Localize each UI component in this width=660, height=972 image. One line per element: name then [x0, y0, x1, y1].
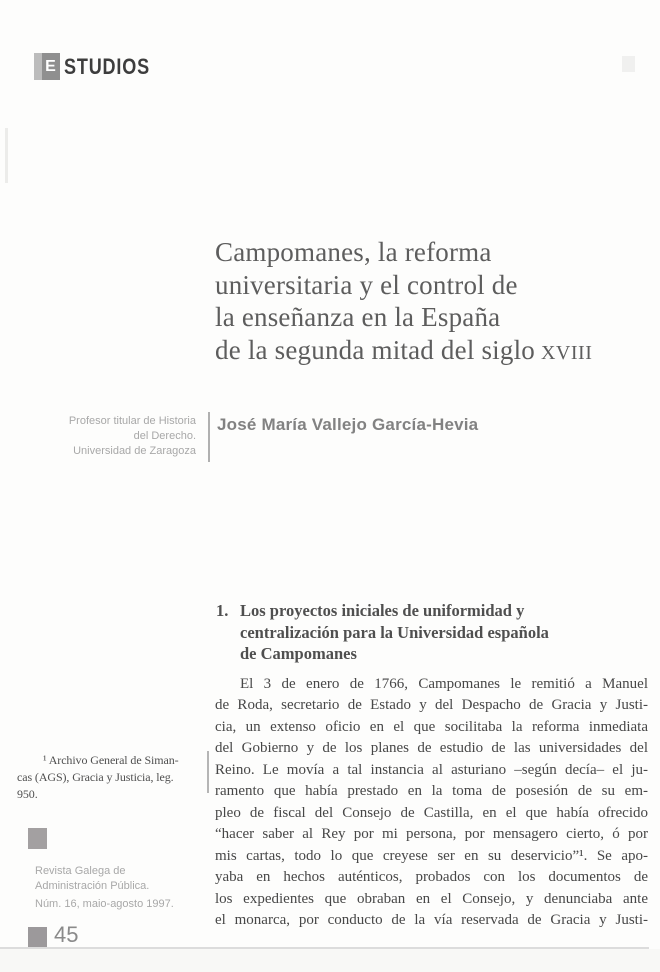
footnote-line: cas (AGS), Gracia y Justicia, leg.: [17, 769, 174, 784]
footnote-line: ¹ Archivo General de Siman-: [43, 753, 179, 767]
footnote-line: 950.: [17, 786, 38, 801]
journal-info: [35, 864, 174, 912]
body-line: de Roda, secretario de Estado y del Despacho de Gracia y Justi-: [215, 697, 648, 714]
body-line: yaba en hechos auténticos, probados con los documentos de: [215, 869, 648, 886]
estudios-initial-letter: E: [45, 57, 56, 75]
body-line: “hacer saber al Rey por mi persona, por mensagero cierto, ó por: [215, 826, 648, 843]
margin-footnote: [17, 752, 205, 802]
estudios-section-banner: [34, 53, 169, 80]
journal-info-line: Núm. 16, maio-agosto 1997.: [35, 898, 174, 910]
footnote-divider-rule: [207, 751, 209, 793]
journal-info-line: Revista Galega de: [35, 865, 126, 877]
body-line: mis cartas, todo lo que creyese ser en su deservicio”¹. Se apo-: [215, 847, 648, 864]
estudios-label: STUDIOS: [64, 53, 150, 79]
affiliation-line: Universidad de Zaragoza: [73, 445, 196, 458]
body-line: los expedientes que obraban en el Consejo, y denunciaba ante: [215, 890, 648, 907]
body-line: Reino. Le movía a tal instancia al asturiano –según decía– el ju-: [215, 761, 648, 778]
page-number: 45: [54, 922, 79, 947]
section-heading-line: de Campomanes: [240, 644, 357, 663]
body-line: del Gobierno y de los planes de estudio de las universidades del: [215, 740, 648, 757]
author-name: José María Vallejo García-Hevia: [217, 415, 479, 434]
body-line: ramento que había prestado en la toma de posesión de su em-: [215, 783, 648, 800]
title-last-line-text: de la segunda mitad del siglo: [215, 334, 535, 365]
title-line-last: [215, 334, 592, 370]
section-heading-line: Los proyectos iniciales de uniformidad y: [240, 601, 525, 620]
section-heading-text: [240, 600, 549, 665]
scan-artifact-corner-square: [622, 56, 635, 72]
estudios-initial-badge: [34, 53, 60, 80]
scan-margin-strip: [0, 949, 660, 972]
body-line: cia, un extenso oficio en el que socilitaba la reforma inmediata: [215, 718, 648, 735]
article-title-lines: [215, 236, 592, 334]
section-heading: [216, 600, 549, 665]
journal-info-line: Administración Pública.: [35, 880, 150, 892]
body-line: pleo de fiscal del Consejo de Castilla, en el que había ofrecido: [215, 804, 648, 821]
scan-artifact-edge-line: [5, 128, 8, 183]
margin-marker-square: [28, 828, 47, 849]
article-title: [215, 236, 592, 369]
body-paragraph: [215, 674, 648, 931]
footer-marker-square: [28, 927, 47, 948]
section-heading-line: centralización para la Universidad española: [240, 622, 549, 642]
byline-divider-rule: [208, 412, 210, 462]
title-line: universitaria y el control de: [215, 269, 518, 300]
section-number: 1.: [216, 601, 229, 620]
title-roman-numeral: XVIII: [540, 341, 593, 364]
author-affiliation: [20, 414, 196, 460]
affiliation-line: del Derecho.: [133, 430, 196, 443]
body-line: El 3 de enero de 1766, Campomanes le remitió a Manuel: [240, 676, 648, 692]
body-line: el monarca, por conducto de la vía reservada de Gracia y Justi-: [215, 911, 648, 928]
title-line: la enseñanza en la España: [215, 302, 501, 332]
affiliation-line: Profesor titular de Historia: [68, 415, 196, 427]
title-line: Campomanes, la reforma: [215, 237, 492, 267]
